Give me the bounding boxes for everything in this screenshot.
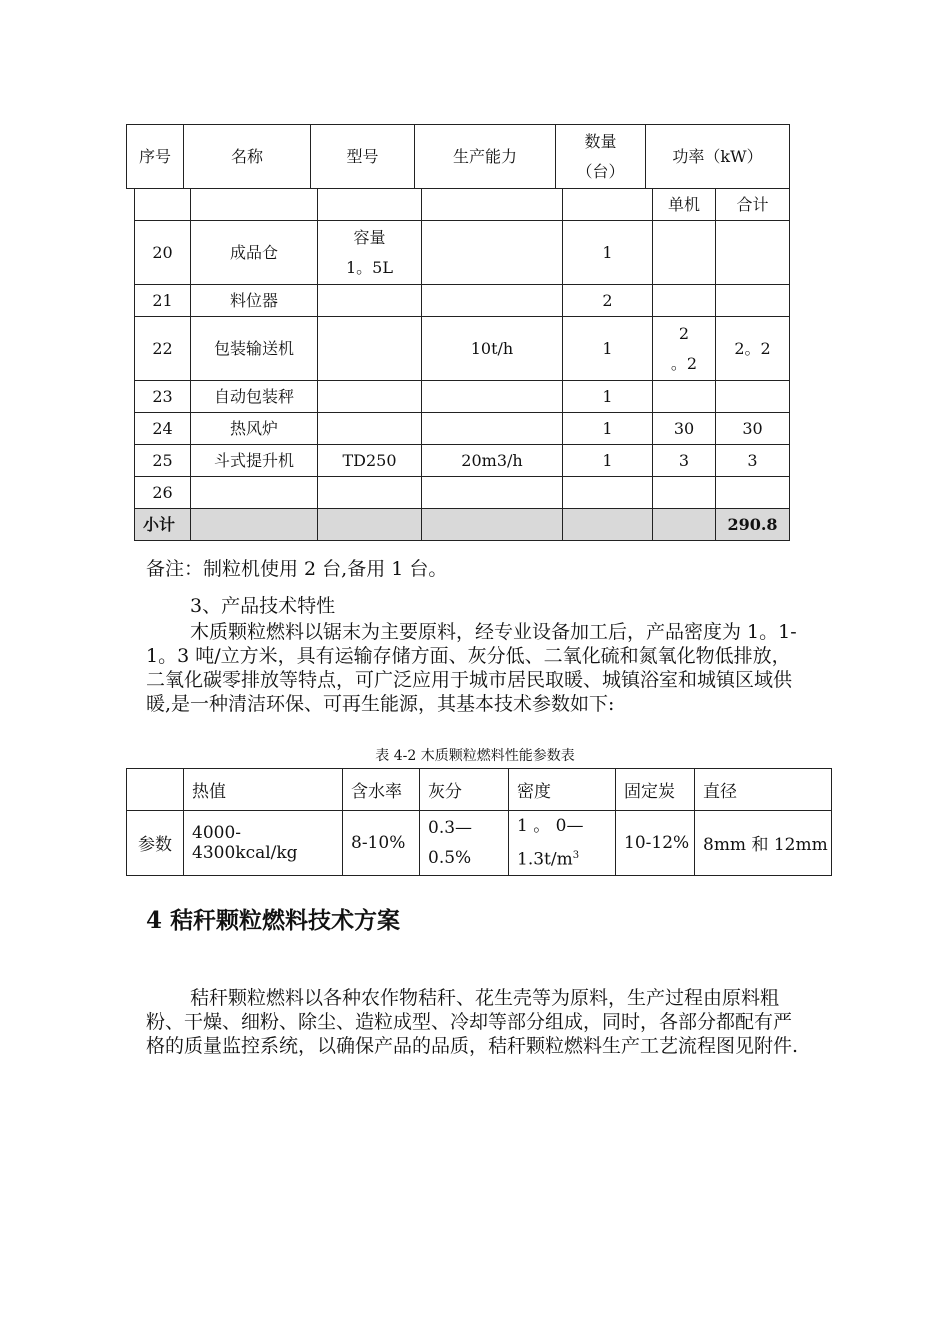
param-ash: 0.3— 0.5% [420, 811, 509, 876]
table-cell [191, 189, 318, 221]
table-caption: 表 4-2 木质颗粒燃料性能参数表 [375, 748, 575, 764]
row-qty: 1 [563, 317, 653, 381]
paragraph-product-features: 木质颗粒燃料以锯末为主要原料，经专业设备加工后，产品密度为 1。1-1。3 吨/立方米，具有运输存储方面、灰分低、二氧化硫和氮氧化物低排放，二氧化碳零排放等特点，可广泛应用于城市居民取暖、城镇浴室和城镇区域供暖,是一种清洁环保、可再生能源，其基本技术参数如下: [146, 621, 797, 715]
col-qty-line2: （台） [576, 161, 625, 181]
param-head-density: 密度 [509, 769, 616, 811]
param-density-sup: 3 [572, 850, 580, 861]
table-row [135, 413, 790, 445]
row-seq: 22 [135, 317, 191, 381]
row-name: 包装输送机 [191, 317, 318, 381]
row-total [716, 221, 790, 285]
param-heat: 4000-4300kcal/kg [184, 811, 343, 876]
chapter-heading-4: 4 秸秆颗粒燃料技术方案 [146, 907, 401, 934]
row-name: 成品仓 [191, 221, 318, 285]
parameter-table [126, 768, 832, 876]
col-seq: 序号 [127, 125, 184, 189]
param-head-diameter: 直径 [695, 769, 832, 811]
row-capacity [422, 221, 563, 285]
col-model: 型号 [311, 125, 415, 189]
row-capacity: 10t/h [422, 317, 563, 381]
row-name [191, 477, 318, 509]
row-qty: 1 [563, 445, 653, 477]
table-cell [191, 509, 318, 541]
table-cell [653, 509, 716, 541]
table-row [127, 811, 832, 876]
param-label: 参数 [127, 811, 184, 876]
row-model [318, 477, 422, 509]
table-cell [422, 189, 563, 221]
row-total [716, 285, 790, 317]
row-name: 料位器 [191, 285, 318, 317]
row-single [653, 221, 716, 285]
note: 备注：制粒机使用 2 台,备用 1 台。 [146, 558, 448, 580]
table-row [135, 189, 790, 221]
row-qty: 2 [563, 285, 653, 317]
paragraph-straw-pellet: 秸秆颗粒燃料以各种农作物秸秆、花生壳等为原料，生产过程由原料粗粉、干燥、细粉、除尘、造粒成型、冷却等部分组成，同时，各部分都配有严格的质量监控系统，以确保产品的品质，秸秆颗粒燃料生产工艺流程图见附件. [146, 987, 799, 1057]
row-name: 斗式提升机 [191, 445, 318, 477]
row-seq: 23 [135, 381, 191, 413]
table-row [135, 221, 790, 285]
col-qty-line1: 数量 [584, 131, 617, 151]
row-name: 自动包装秤 [191, 381, 318, 413]
subtotal-row [135, 509, 790, 541]
param-diameter: 8mm 和 12mm [695, 811, 832, 876]
row-single [653, 477, 716, 509]
row-single: 2 。2 [653, 317, 716, 381]
col-power: 功率（kW） [646, 125, 790, 189]
row-total: 3 [716, 445, 790, 477]
subtotal-label: 小计 [135, 509, 191, 541]
table-cell [563, 189, 653, 221]
table-row [135, 477, 790, 509]
row-total: 30 [716, 413, 790, 445]
table-row [135, 285, 790, 317]
row-qty: 1 [563, 413, 653, 445]
col-name: 名称 [184, 125, 311, 189]
row-capacity [422, 285, 563, 317]
equipment-table-header [126, 124, 790, 189]
table-row [135, 317, 790, 381]
table-row [135, 381, 790, 413]
row-seq: 20 [135, 221, 191, 285]
table-cell [563, 509, 653, 541]
row-single [653, 381, 716, 413]
row-capacity [422, 381, 563, 413]
row-single: 3 [653, 445, 716, 477]
row-seq: 25 [135, 445, 191, 477]
col-capacity: 生产能力 [415, 125, 556, 189]
table-cell [318, 509, 422, 541]
param-density-value: 1 。 0— 1.3t/m [517, 816, 584, 870]
row-model: TD250 [318, 445, 422, 477]
col-single: 单机 [653, 189, 716, 221]
row-capacity [422, 477, 563, 509]
table-cell [422, 509, 563, 541]
param-head-carbon: 固定炭 [616, 769, 695, 811]
param-carbon: 10-12% [616, 811, 695, 876]
row-total: 2。2 [716, 317, 790, 381]
row-capacity [422, 413, 563, 445]
equipment-table [134, 188, 790, 541]
row-total [716, 381, 790, 413]
row-capacity: 20m3/h [422, 445, 563, 477]
row-name: 热风炉 [191, 413, 318, 445]
row-model [318, 285, 422, 317]
row-model: 容量 1。5L [318, 221, 422, 285]
row-seq: 26 [135, 477, 191, 509]
param-moisture: 8-10% [343, 811, 420, 876]
col-total: 合计 [716, 189, 790, 221]
param-head-heat: 热值 [184, 769, 343, 811]
table-cell [318, 189, 422, 221]
row-seq: 24 [135, 413, 191, 445]
param-head-moisture: 含水率 [343, 769, 420, 811]
subtotal-total: 290.8 [716, 509, 790, 541]
row-single: 30 [653, 413, 716, 445]
row-total [716, 477, 790, 509]
row-qty: 1 [563, 381, 653, 413]
table-row [135, 445, 790, 477]
table-cell [135, 189, 191, 221]
section-heading-3: 3、产品技术特性 [190, 595, 336, 617]
param-density [509, 811, 616, 876]
col-qty [556, 125, 646, 189]
row-seq: 21 [135, 285, 191, 317]
table-row [127, 769, 832, 811]
row-qty [563, 477, 653, 509]
row-qty: 1 [563, 221, 653, 285]
param-head-ash: 灰分 [420, 769, 509, 811]
row-model [318, 317, 422, 381]
row-model [318, 381, 422, 413]
row-single [653, 285, 716, 317]
param-head-blank [127, 769, 184, 811]
row-model [318, 413, 422, 445]
